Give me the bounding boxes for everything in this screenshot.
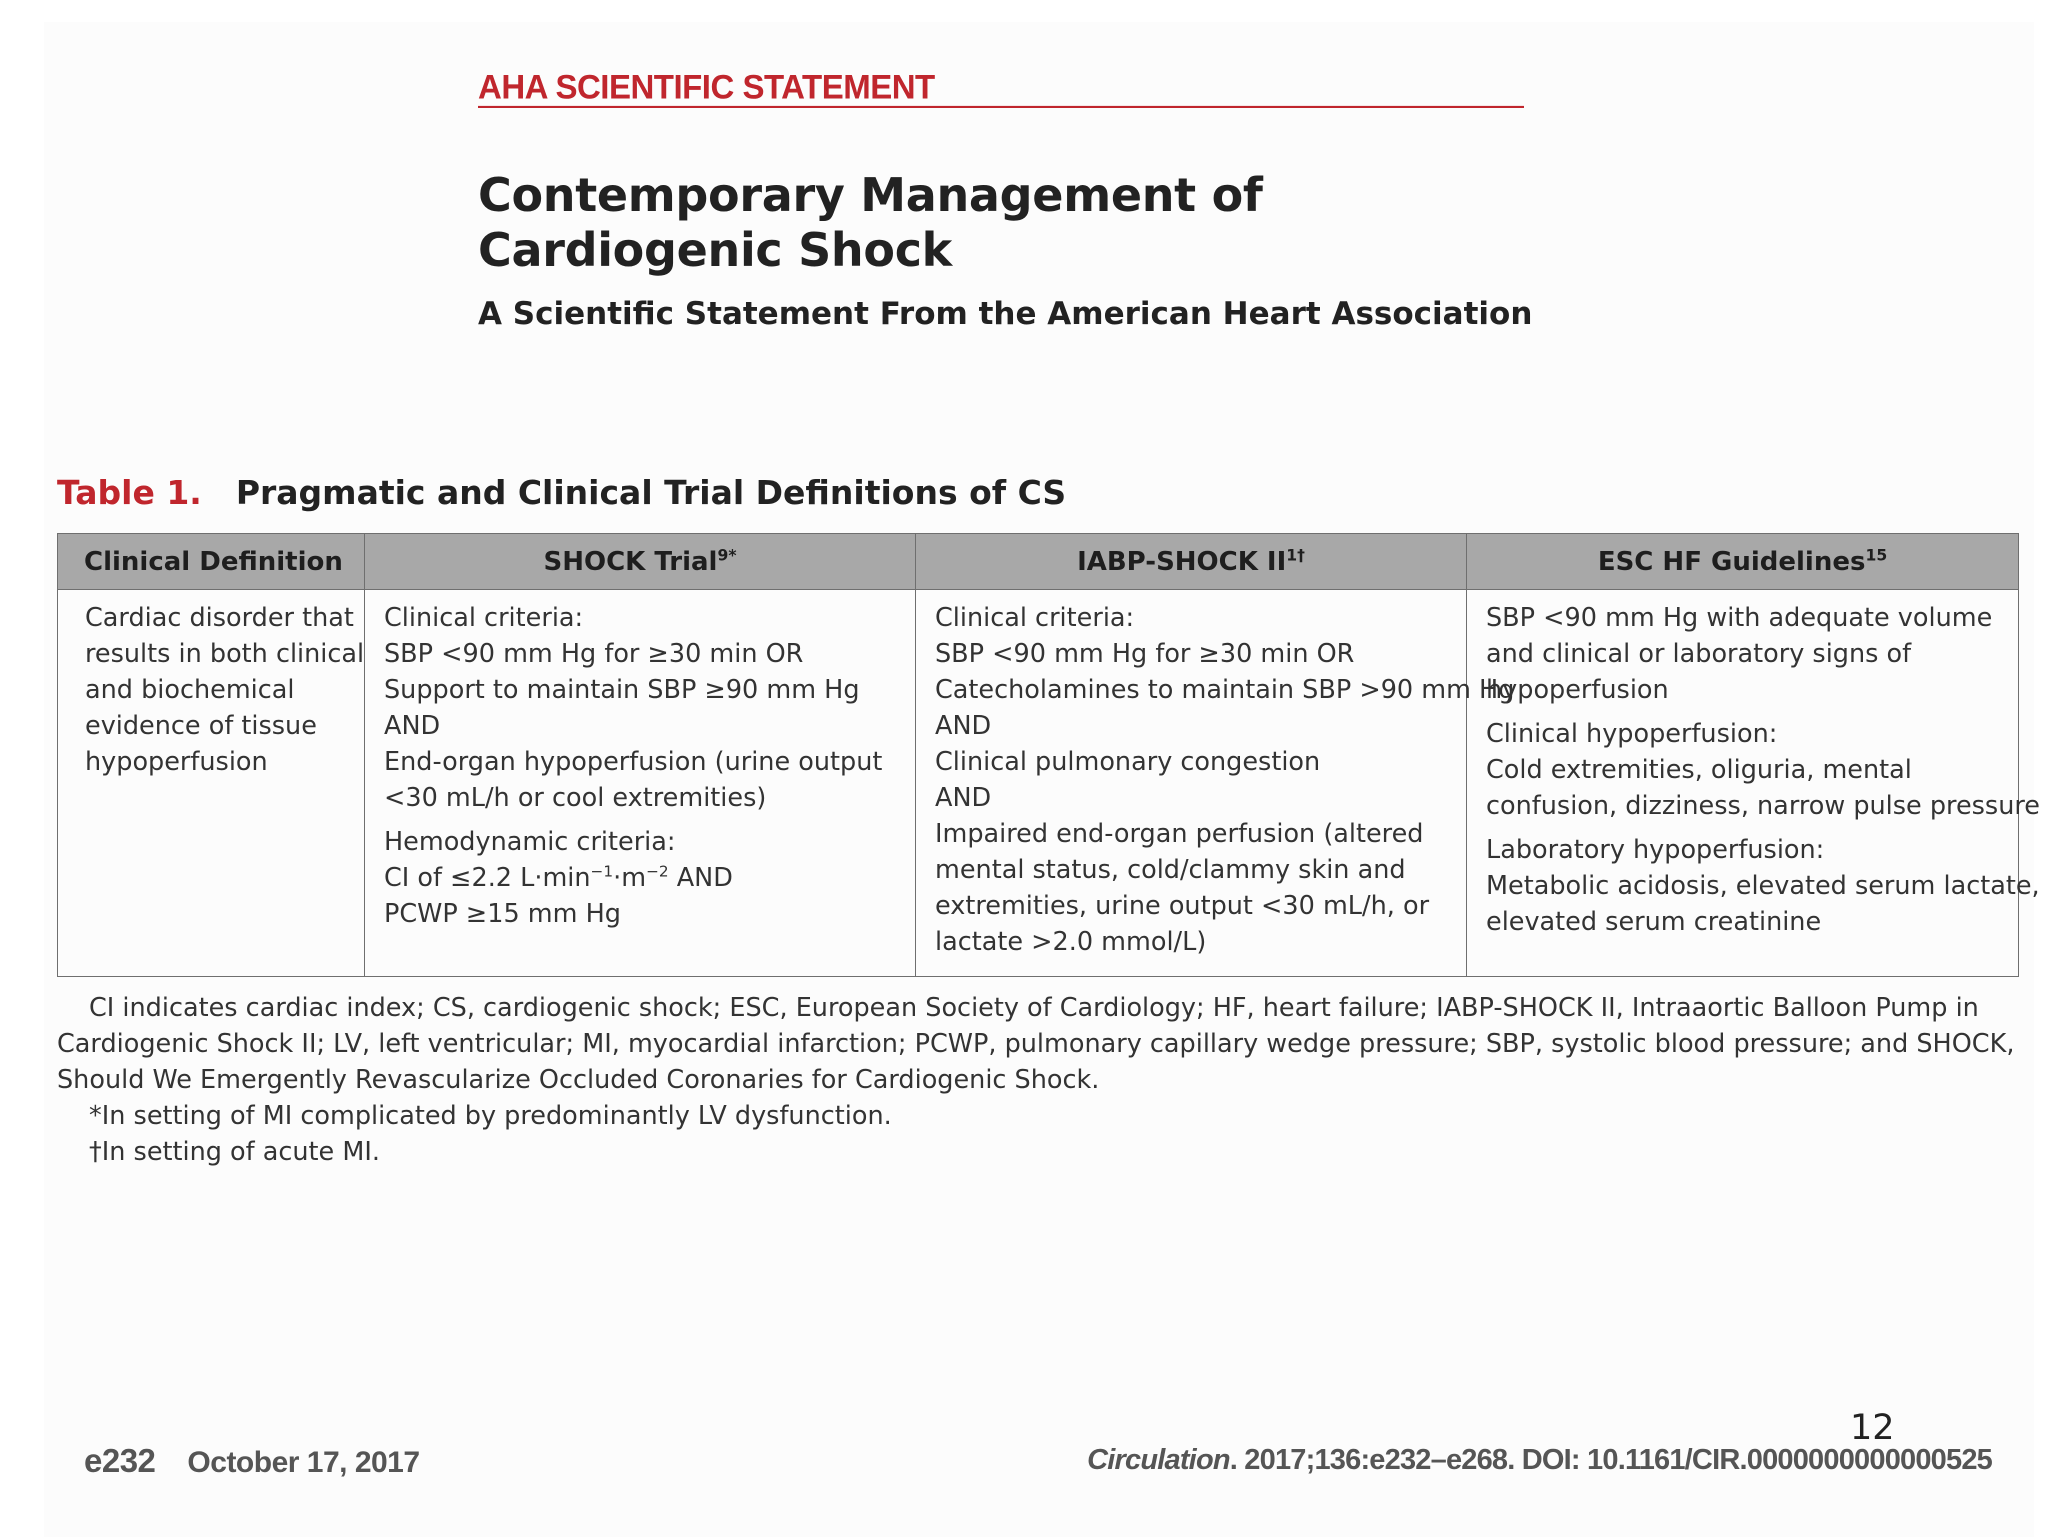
cell-line-ci: CI of ≤2.2 $L\cdot\min^{-1}\cdot m^{-2}$ AND (384, 862, 733, 893)
section-label: AHA SCIENTIFIC STATEMENT (478, 68, 1524, 108)
cell-line: extremities, urine output <30 mL/h, or (935, 891, 1430, 921)
cell-line: AND (935, 783, 992, 813)
title-line-1: Contemporary Management of (478, 168, 1263, 222)
footnote-star: *In setting of MI complicated by predominantly LV dysfunction. (89, 1101, 892, 1131)
cell-line: AND (935, 711, 992, 741)
cell-line: Clinical hypoperfusion: (1486, 719, 1778, 749)
footnote-abbreviations: CI indicates cardiac index; CS, cardiogenic shock; ESC, European Society of Cardiology; HF, heart failure; IABP-SHOCK II, Intraaortic Balloon Pump in Cardiogenic Shock II; LV, left ventricular; MI, myocardial infarction; PCWP, pulmonary capillary wedge pressure; SBP, systolic blood pressure; and SHOCK, Should We Emergently Revascularize Occluded Coronaries for Cardiogenic Shock. (57, 993, 2015, 1095)
column-header-shock-trial: SHOCK Trial$^{9*}$ (365, 534, 916, 590)
slide-number: 12 (1850, 1408, 1895, 1448)
cell-line: Metabolic acidosis, elevated serum lactate, (1486, 871, 2040, 901)
footnote-dagger: †In setting of acute MI. (89, 1137, 380, 1167)
cell-line: AND (384, 711, 441, 741)
cell-esc-hf-guidelines (1467, 590, 2040, 977)
table-row (58, 590, 2019, 977)
cell-line: lactate >2.0 mmol/L) (935, 927, 1207, 957)
cell-line: Support to maintain SBP ≥90 mm Hg (384, 675, 860, 705)
cell-line: confusion, dizziness, narrow pulse pressure (1486, 791, 2040, 821)
table-caption (57, 472, 1557, 514)
cell-clinical-definition (58, 590, 365, 977)
cell-iabp-shock-ii (916, 590, 1515, 977)
column-header-esc-hf-guidelines: ESC HF Guidelines$^{15}$ (1467, 534, 2019, 590)
cell-line: Cold extremities, oliguria, mental (1486, 755, 1912, 785)
cell-shock-trial (365, 590, 916, 977)
footer-left (84, 1442, 420, 1480)
column-header-clinical-definition: Clinical Definition (58, 534, 365, 590)
footer-citation (1087, 1444, 1992, 1477)
cell-line: End-organ hypoperfusion (urine output (384, 747, 883, 777)
cell-line: elevated serum creatinine (1486, 907, 1822, 937)
cell-line: Laboratory hypoperfusion: (1486, 835, 1825, 865)
table-footnotes (57, 990, 2018, 1170)
cell-line: hypoperfusion (1486, 675, 1669, 705)
footer-citation-text: . 2017;136:e232–e268. DOI: 10.1161/CIR.0000000000000525 (1229, 1444, 1992, 1476)
definitions-table (57, 533, 2040, 977)
cell-line: SBP <90 mm Hg for ≥30 min OR (384, 639, 804, 669)
cell-line: <30 mL/h or cool extremities) (384, 783, 767, 813)
footer-journal: Circulation (1087, 1444, 1230, 1476)
cell-line: results in both clinical (85, 639, 365, 669)
cell-line: Cardiac disorder that (85, 603, 354, 633)
cell-line: Clinical criteria: (384, 603, 584, 633)
table-header-row (58, 534, 2019, 590)
footer-date: October 17, 2017 (187, 1446, 420, 1479)
column-header-iabp-shock-ii: IABP-SHOCK $II^{1\dagger}$ (916, 534, 1467, 590)
cell-line: SBP <90 mm Hg for ≥30 min OR (935, 639, 1355, 669)
page-subtitle: A Scientific Statement From the American Heart Association (478, 296, 1533, 332)
cell-line: Clinical pulmonary congestion (935, 747, 1321, 777)
cell-line: Catecholamines to maintain SBP >90 mm Hg (935, 675, 1515, 705)
cell-line: Hemodynamic criteria: (384, 827, 676, 857)
cell-line: hypoperfusion (85, 747, 268, 777)
footer-page-code: e232 (84, 1442, 156, 1479)
cell-line: Impaired end-organ perfusion (altered (935, 819, 1424, 849)
cell-line: Clinical criteria: (935, 603, 1135, 633)
cell-line: evidence of tissue (85, 711, 317, 741)
cell-line: and biochemical (85, 675, 295, 705)
cell-line: and clinical or laboratory signs of (1486, 639, 1912, 669)
cell-line: SBP <90 mm Hg with adequate volume (1486, 603, 1993, 633)
table-caption-title: Pragmatic and Clinical Trial Definitions of CS (235, 473, 1067, 512)
table-caption-label: Table 1. (57, 473, 202, 512)
title-line-2: Cardiogenic Shock (478, 223, 952, 277)
page-title (478, 168, 1678, 278)
cell-line: PCWP ≥15 mm Hg (384, 899, 621, 929)
cell-line: mental status, cold/clammy skin and (935, 855, 1406, 885)
